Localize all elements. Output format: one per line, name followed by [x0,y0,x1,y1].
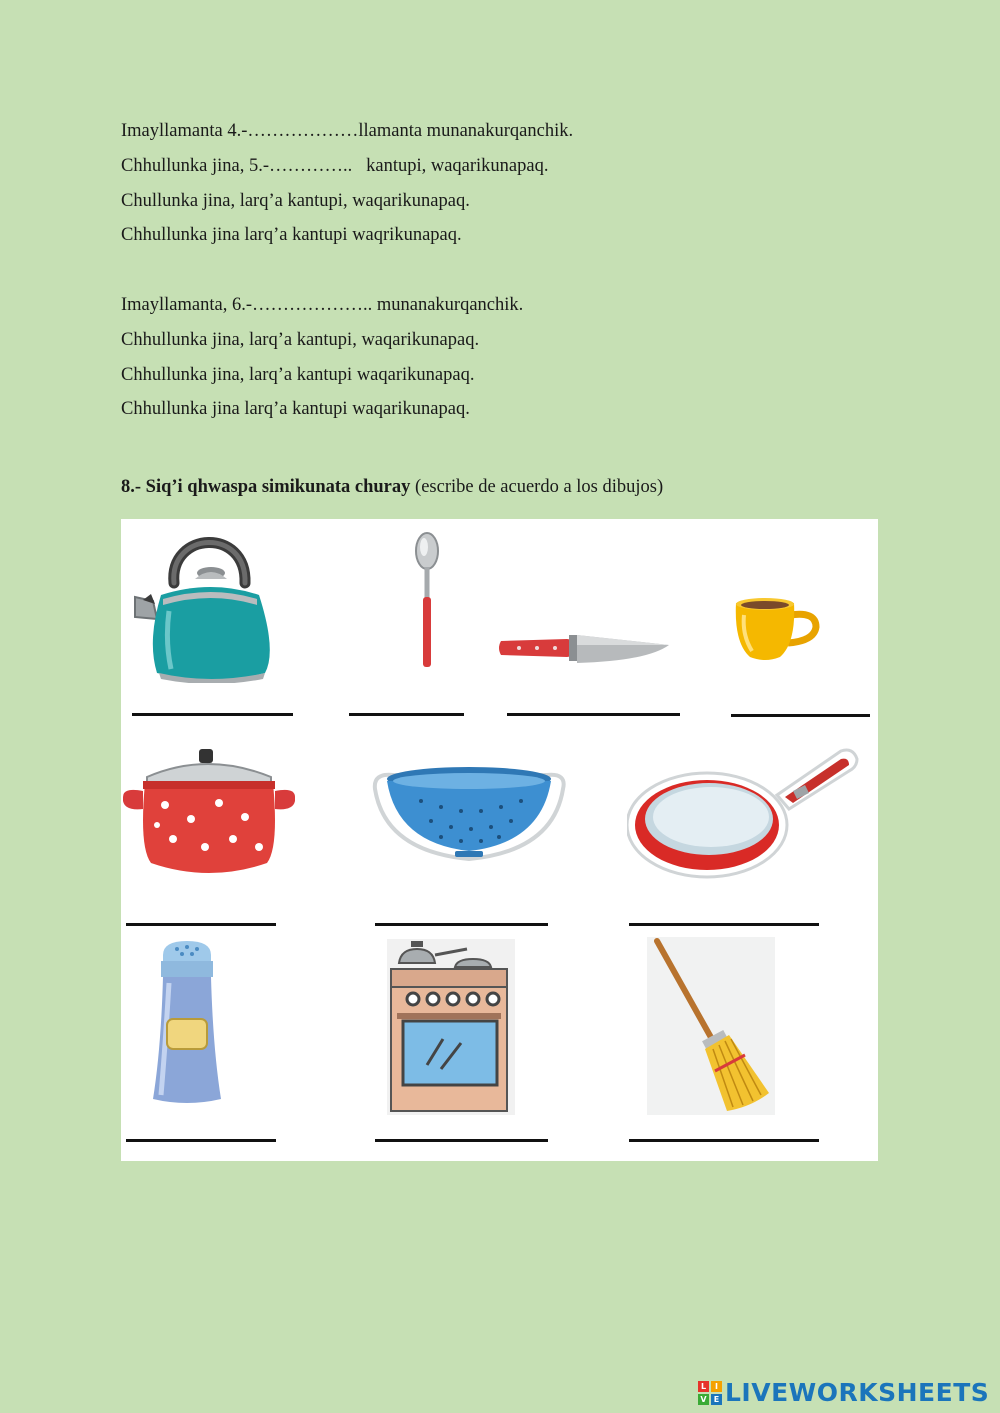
brand-text: LIVEWORKSHEETS [725,1378,990,1407]
exercise-heading [121,477,663,498]
exercise-instruction: (escribe de acuerdo a los dibujos) [410,477,664,497]
answer-line[interactable] [132,713,293,716]
answer-line[interactable] [507,713,680,716]
salt-shaker-image [149,939,225,1107]
exercise-title: 8.- Siq’i qhwaspa simikunata churay [121,477,411,497]
frying-pan-image [627,737,861,883]
stove-image [387,939,517,1115]
poem-line: Chullunka jina, larq’a kantupi, waqarikunapaq. [121,190,470,211]
poem-line: Imayllamanta, 6.-……………….. munanakurqanchik. [121,294,524,315]
cup-image [730,595,822,663]
poem-line: Chhullunka jina, larq’a kantupi, waqarikunapaq. [121,329,480,350]
liveworksheets-logo[interactable] [698,1378,989,1407]
answer-line[interactable] [629,1139,819,1142]
poem-line: Chhullunka jina, larq’a kantupi waqarikunapaq. [121,364,475,385]
answer-line[interactable] [731,714,870,717]
brand-mark-icon: L I V E [698,1381,722,1405]
answer-line[interactable] [349,713,464,716]
broom-image [647,937,775,1115]
answer-line[interactable] [126,923,276,926]
poem-line: Chhullunka jina larq’a kantupi waqarikunapaq. [121,399,470,420]
poem-line: Imayllamanta 4.-………………llamanta munanakurqanchik. [121,121,574,141]
spoon-image [409,531,445,671]
answer-line[interactable] [375,1139,548,1142]
kettle-image [129,521,274,683]
knife-image [497,631,672,667]
poem-line: Chhullunka jina larq’a kantupi waqrikunapaq. [121,225,462,246]
poem-text [121,114,573,427]
colander-image [371,747,567,865]
picture-panel [121,519,878,1161]
answer-line[interactable] [375,923,548,926]
answer-line[interactable] [126,1139,276,1142]
answer-line[interactable] [629,923,819,926]
pot-image [121,747,297,881]
poem-line: Chhullunka jina, 5.-………….. kantupi, waqarikunapaq. [121,155,549,176]
